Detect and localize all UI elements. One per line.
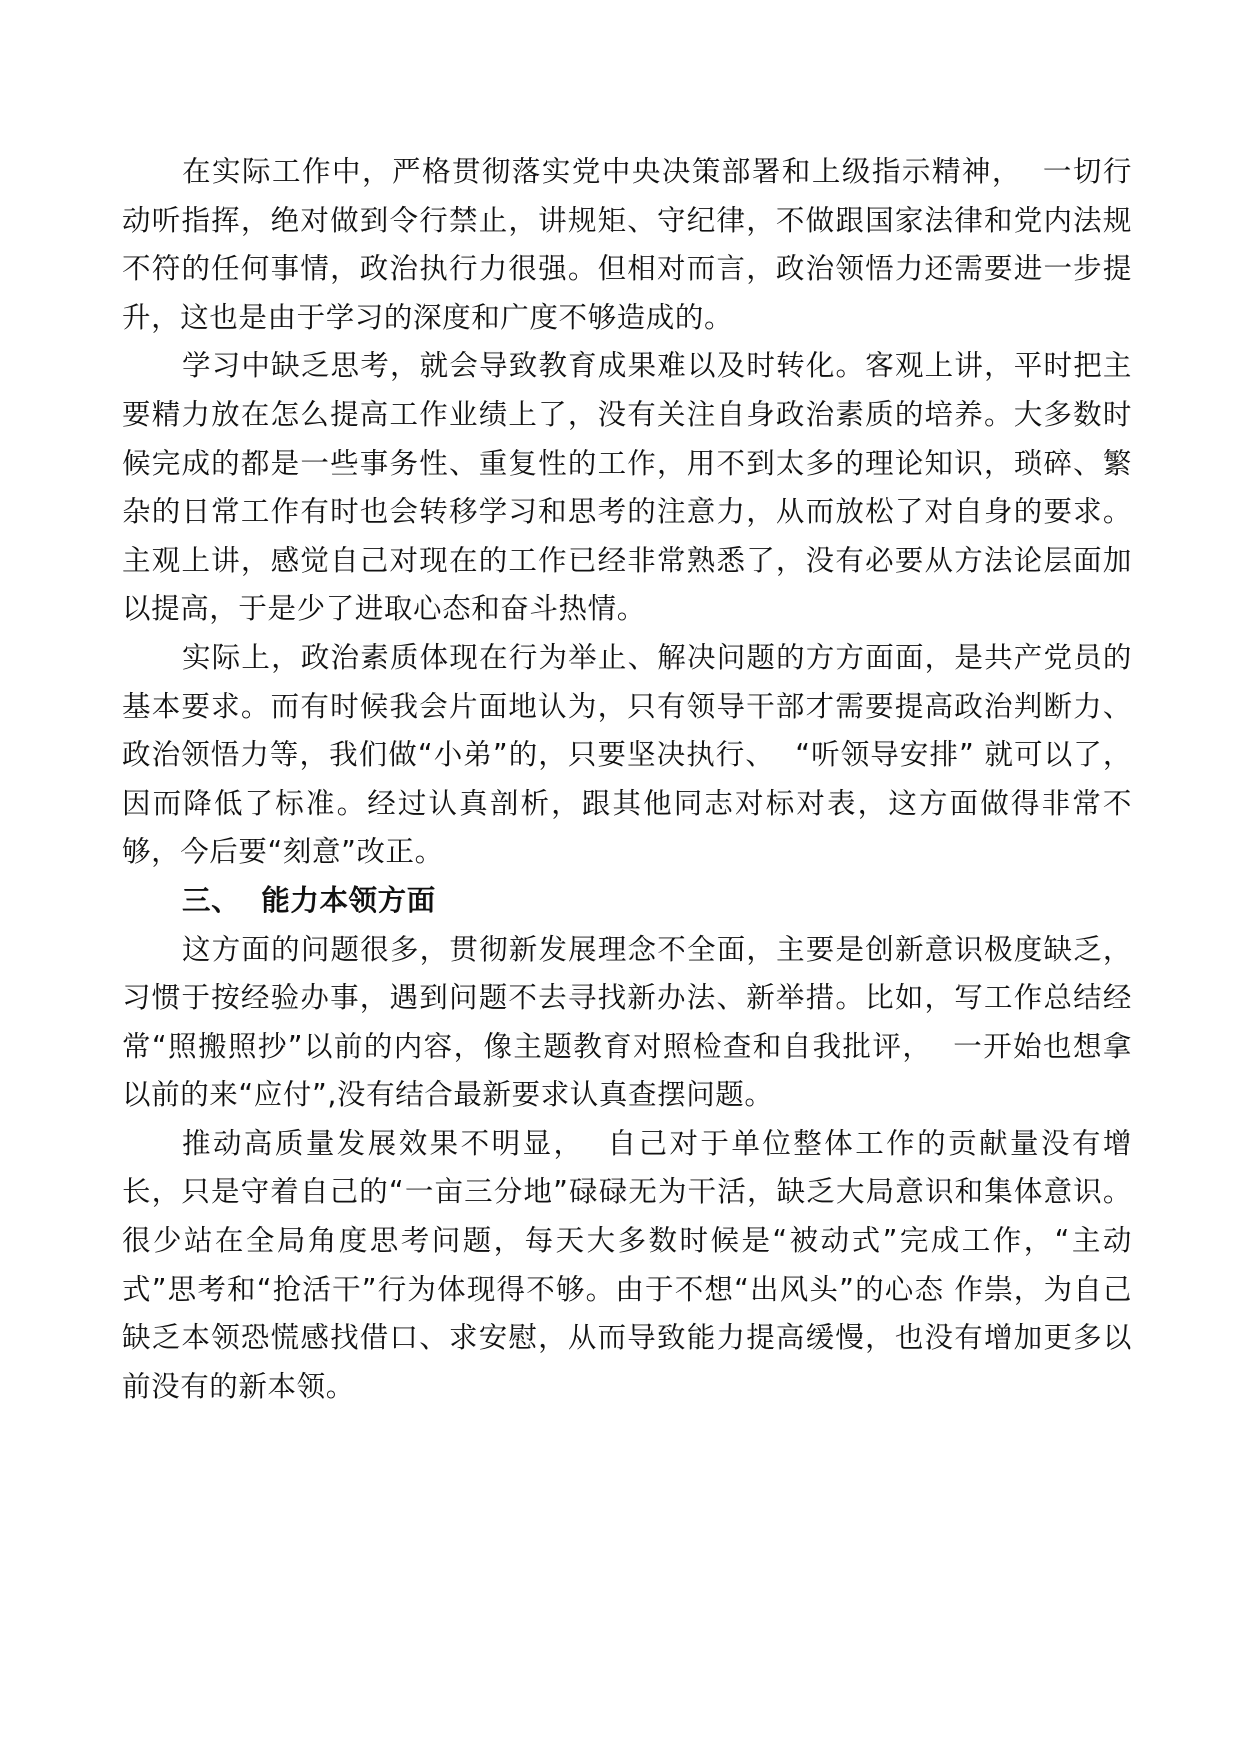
- paragraph-innovation: 这方面的问题很多，贯彻新发展理念不全面，主要是创新意识极度缺乏，习惯于按经验办事，遇到问题不去寻找新办法、新举措。比如，写工作总结经常“照搬照抄”以前的内容，像主题教育对照检查和自我批评， 一开始也想拿以前的来“应付”,没有结合最新要求认真查摆问题。: [122, 932, 1132, 1112]
- paragraph-political-execution: 在实际工作中，严格贯彻落实党中央决策部署和上级指示精神， 一切行动听指挥，绝对做到令行禁止，讲规矩、守纪律，不做跟国家法律和党内法规不符的任何事情，政治执行力很强。但相对而言，政治领悟力还需要进一步提升，这也是由于学习的深度和广度不够造成的。: [122, 155, 1132, 334]
- document-body: [122, 148, 1132, 1411]
- paragraph-political-quality: 实际上，政治素质体现在行为举止、解决问题的方方面面，是共产党员的基本要求。而有时候我会片面地认为，只有领导干部才需要提高政治判断力、政治领悟力等，我们做“小弟”的，只要坚决执行、 “听领导安排” 就可以了，因而降低了标准。经过认真剖析，跟其他同志对标对表，这方面做得非常不够，今后要“刻意”改正。: [122, 640, 1132, 869]
- section-heading-ability: 三、 能力本领方面: [182, 883, 436, 917]
- paragraph-lack-of-thinking: 学习中缺乏思考，就会导致教育成果难以及时转化。客观上讲，平时把主要精力放在怎么提高工作业绩上了，没有关注自身政治素质的培养。大多数时候完成的都是一些事务性、重复性的工作，用不到太多的理论知识，琐碎、繁杂的日常工作有时也会转移学习和思考的注意力，从而放松了对自身的要求。主观上讲，感觉自己对现在的工作已经非常熟悉了，没有必要从方法论层面加以提高，于是少了进取心态和奋斗热情。: [122, 349, 1132, 626]
- paragraph-high-quality-development: 推动高质量发展效果不明显， 自己对于单位整体工作的贡献量没有增长，只是守着自己的“一亩三分地”碌碌无为干活，缺乏大局意识和集体意识。很少站在全局角度思考问题，每天大多数时候是“被动式”完成工作，“主动式”思考和“抢活干”行为体现得不够。由于不想“出风头”的心态 作祟，为自己缺乏本领恐慌感找借口、求安慰，从而导致能力提高缓慢，也没有增加更多以前没有的新本领。: [122, 1126, 1132, 1403]
